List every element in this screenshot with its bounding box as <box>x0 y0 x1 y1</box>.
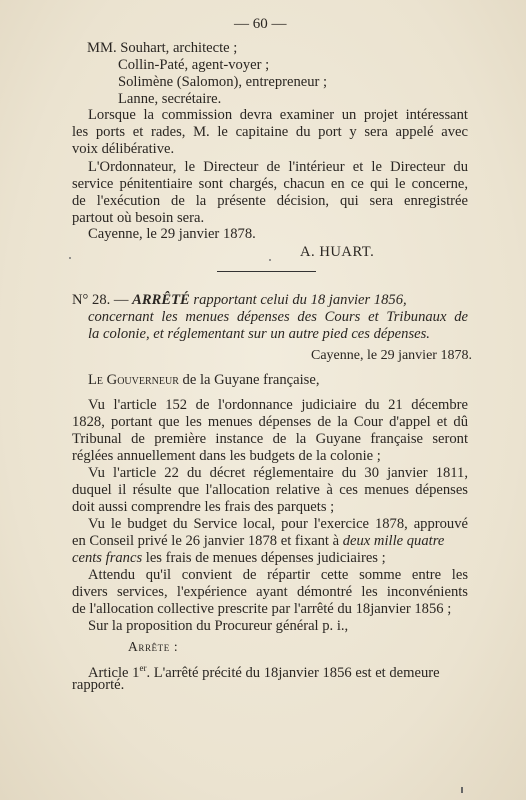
member-line: Solimène (Salomon), entrepreneur ; <box>118 74 328 90</box>
paragraph-line: partout où besoin sera. <box>72 210 205 226</box>
attendu-line: de l'allocation collective prescrite par l'arrêté du 18janvier 1856 ; <box>72 601 452 617</box>
governor-rest: de la Guyane française, <box>178 372 320 388</box>
decree-title: rapportant celui du 18 janvier 1856, <box>193 292 407 308</box>
governor-line <box>88 372 319 389</box>
member-line: Collin-Paté, agent-voyer ; <box>118 57 270 73</box>
separator-rule <box>217 271 316 272</box>
article-line <box>88 660 440 682</box>
vu-line <box>72 550 386 567</box>
vu-line: doit aussi comprendre les frais des parquets ; <box>72 499 335 515</box>
proposition-line: Sur la proposition du Procureur général p. i., <box>88 618 349 634</box>
decree-place-date: Cayenne, le 29 janvier 1878. <box>311 348 472 363</box>
decree-title-line: concernant les menues dépenses des Cours et Tribunaux de <box>88 309 468 325</box>
vu-text: en Conseil privé le 26 janvier 1878 et fixant à <box>72 533 340 549</box>
signature-name: A. HUART. <box>300 244 375 260</box>
article-sup: er <box>139 663 147 673</box>
article-line: rapporté. <box>72 677 125 693</box>
governor-label: Le Gouverneur <box>88 372 179 388</box>
page-number: — 60 — <box>234 16 287 32</box>
arrete-label: Arrête : <box>128 639 179 654</box>
ink-mark <box>461 787 463 793</box>
ink-speck <box>269 259 271 261</box>
paragraph-line: voix délibérative. <box>72 141 175 157</box>
vu-line: 1828, portant que les menues dépenses de la Cour d'appel et dû <box>72 414 468 430</box>
ink-speck <box>69 257 71 259</box>
vu-line: réglées annuellement dans les budgets de la colonie ; <box>72 448 381 464</box>
place-date: Cayenne, le 29 janvier 1878. <box>88 226 256 242</box>
paragraph-line: de l'exécution de la présente décision, qui sera enregistrée <box>72 193 468 209</box>
vu-text: les frais de menues dépenses judiciaires ; <box>142 550 386 566</box>
decree-title-bold: ARRÊTÉ <box>132 292 190 308</box>
paragraph-line: L'Ordonnateur, le Directeur de l'intérieur et le Directeur du <box>88 159 468 175</box>
member-line: Lanne, secrétaire. <box>118 91 222 107</box>
attendu-line: divers services, l'expérience ayant démontré les inconvénients <box>72 584 468 600</box>
member-line: MM. Souhart, architecte ; <box>87 40 238 56</box>
vu-amount: cents francs <box>72 550 143 566</box>
vu-amount: deux mille quatre <box>342 533 445 549</box>
decree-heading <box>72 292 468 309</box>
paragraph-line: service pénitentiaire sont chargés, chacun en ce qui le concerne, <box>72 176 468 192</box>
article-text: . L'arrêté précité du 18janvier 1856 est et demeure <box>146 664 440 681</box>
decree-title-line: la colonie, et réglementant sur un autre pied ces dépenses. <box>88 326 430 342</box>
attendu-line: Attendu qu'il convient de répartir cette somme entre les <box>88 567 468 583</box>
paragraph-line: Lorsque la commission devra examiner un projet intéressant <box>88 107 468 123</box>
vu-line: Vu l'article 152 de l'ordonnance judiciaire du 21 décembre <box>88 397 468 413</box>
vu-line: duquel il résulte que l'allocation relative à ces menues dépenses <box>72 482 468 498</box>
vu-line: Vu le budget du Service local, pour l'exercice 1878, approuvé <box>88 516 468 532</box>
article-prefix: Article 1 <box>88 664 140 681</box>
vu-line <box>72 533 468 550</box>
vu-line: Vu l'article 22 du décret réglementaire du 30 janvier 1811, <box>88 465 468 481</box>
paragraph-line: les ports et rades, M. le capitaine du port y sera appelé avec <box>72 124 468 140</box>
decree-number: N° 28. — <box>72 292 129 308</box>
vu-line: Tribunal de première instance de la Guyane française seront <box>72 431 468 447</box>
